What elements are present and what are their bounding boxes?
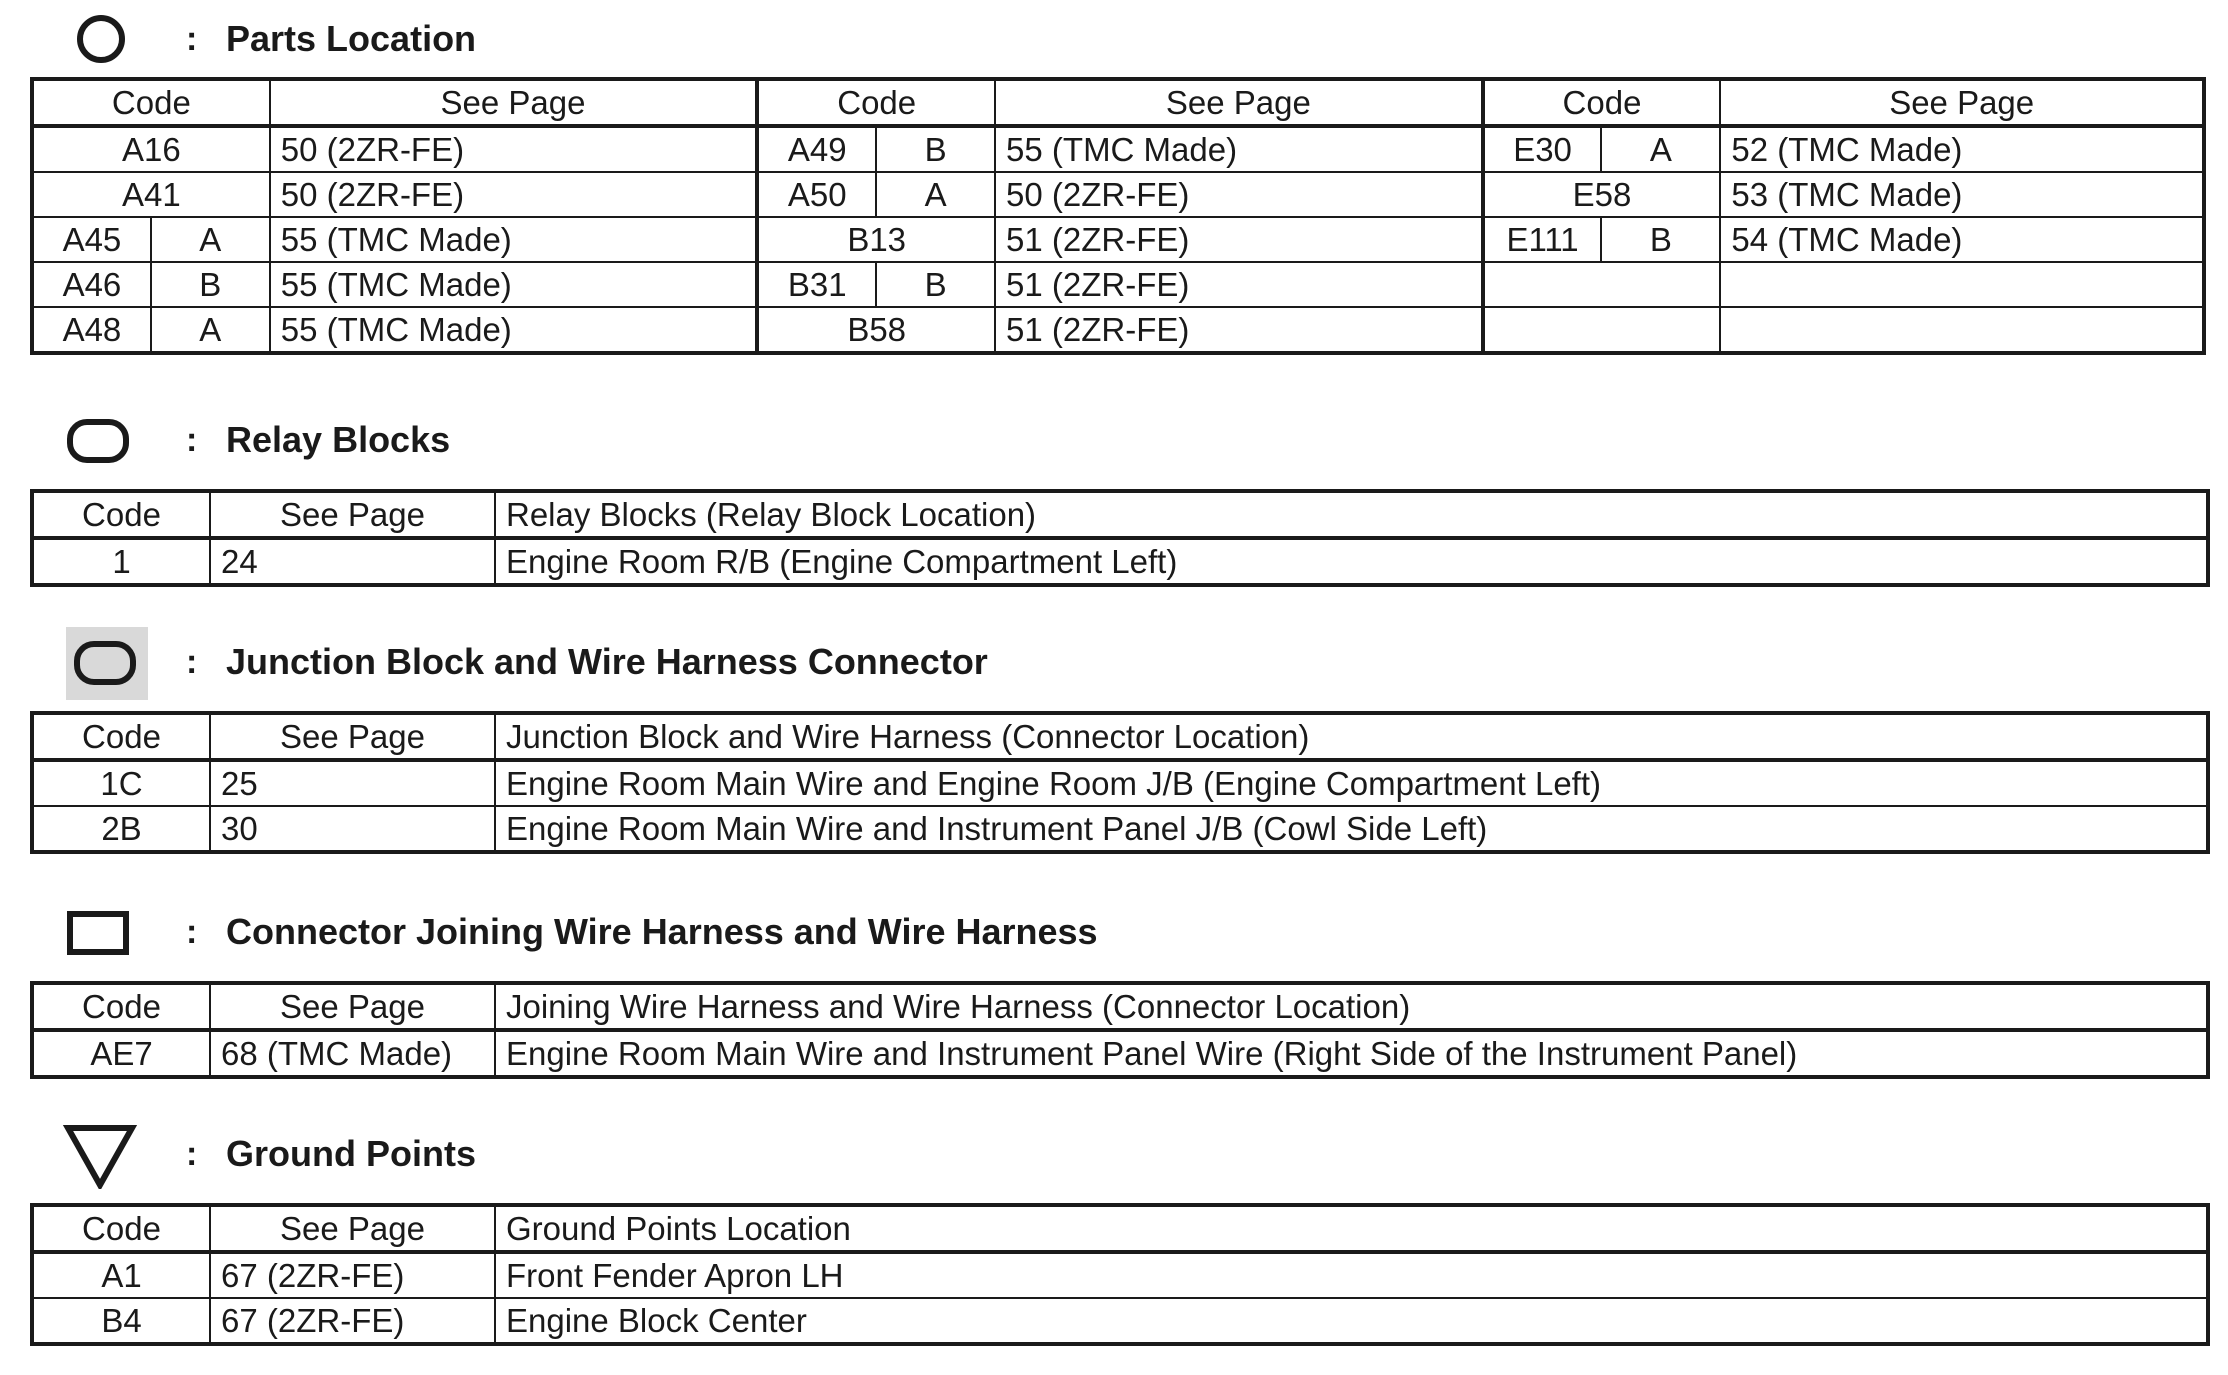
header-see-page: See Page [210,713,495,760]
table-row [32,217,2204,262]
sub-code-cell: B [151,262,270,307]
table-header-row [32,79,2204,126]
table-row [32,172,2204,217]
page-cell: 53 (TMC Made) [1720,172,2204,217]
description-cell: Front Fender Apron LH [495,1252,2208,1298]
code-cell: A46 [32,262,151,307]
code-cell: B58 [757,307,995,353]
rectangle-icon [62,897,140,967]
header-code: Code [32,983,210,1030]
code-cell: A50 [757,172,876,217]
heading-colon: : [186,20,198,58]
page-cell-empty [1720,262,2204,307]
code-cell-empty [1483,307,1721,353]
section-title: Ground Points [226,1133,476,1174]
table-header-row [32,983,2208,1030]
code-cell: A45 [32,217,151,262]
page-cell: 55 (TMC Made) [995,126,1483,172]
page-cell: 24 [210,538,495,585]
junction-block-heading [0,627,2228,697]
page-cell: 55 (TMC Made) [270,262,758,307]
shaded-rounded-rect-icon [62,627,140,697]
page-cell: 68 (TMC Made) [210,1030,495,1077]
header-see-page: See Page [210,491,495,538]
table-row [32,806,2208,852]
rounded-rect-icon [62,405,140,475]
section-title: Connector Joining Wire Harness and Wire Harness [226,911,1098,952]
heading-colon: : [186,421,198,459]
header-description: Ground Points Location [495,1205,2208,1252]
code-cell: AE7 [32,1030,210,1077]
page-cell: 25 [210,760,495,806]
header-description: Junction Block and Wire Harness (Connector Location) [495,713,2208,760]
header-see-page: See Page [995,79,1483,126]
description-cell: Engine Room R/B (Engine Compartment Left) [495,538,2208,585]
connector-joining-heading [0,897,2228,967]
code-cell: 1 [32,538,210,585]
table-row [32,307,2204,353]
table-row [32,1030,2208,1077]
page-cell: 67 (2ZR-FE) [210,1252,495,1298]
page-cell: 54 (TMC Made) [1720,217,2204,262]
relay-blocks-table [30,489,2210,587]
description-cell: Engine Room Main Wire and Engine Room J/B (Engine Compartment Left) [495,760,2208,806]
header-code: Code [32,1205,210,1252]
table-row [32,760,2208,806]
page-cell: 52 (TMC Made) [1720,126,2204,172]
header-see-page: See Page [210,983,495,1030]
header-see-page: See Page [1720,79,2204,126]
page-cell: 55 (TMC Made) [270,307,758,353]
sub-code-cell: A [1601,126,1720,172]
code-cell: A48 [32,307,151,353]
header-description: Joining Wire Harness and Wire Harness (Connector Location) [495,983,2208,1030]
code-cell: B13 [757,217,995,262]
table-row [32,538,2208,585]
sub-code-cell: B [1601,217,1720,262]
junction-block-table [30,711,2210,854]
code-cell: E111 [1483,217,1602,262]
section-title: Junction Block and Wire Harness Connector [226,641,988,682]
sub-code-cell: B [876,126,995,172]
sub-code-cell: A [151,307,270,353]
page-cell: 51 (2ZR-FE) [995,217,1483,262]
header-description: Relay Blocks (Relay Block Location) [495,491,2208,538]
code-cell: 1C [32,760,210,806]
code-cell: A49 [757,126,876,172]
code-cell: A41 [32,172,270,217]
sub-code-cell: A [151,217,270,262]
description-cell: Engine Room Main Wire and Instrument Panel Wire (Right Side of the Instrument Panel) [495,1030,2208,1077]
code-cell: E58 [1483,172,1721,217]
page-cell: 67 (2ZR-FE) [210,1298,495,1344]
table-row [32,1298,2208,1344]
section-title: Relay Blocks [226,419,451,460]
page-cell: 51 (2ZR-FE) [995,307,1483,353]
ground-points-table [30,1203,2210,1346]
header-code: Code [1483,79,1721,126]
ground-points-heading [0,1119,2228,1189]
code-cell: B4 [32,1298,210,1344]
heading-colon: : [186,643,198,681]
page-cell: 51 (2ZR-FE) [995,262,1483,307]
code-cell: A1 [32,1252,210,1298]
triangle-down-icon [62,1119,140,1189]
code-cell: E30 [1483,126,1602,172]
page-cell: 50 (2ZR-FE) [270,172,758,217]
header-code: Code [32,491,210,538]
code-cell: A16 [32,126,270,172]
table-header-row [32,1205,2208,1252]
header-code: Code [757,79,995,126]
code-cell: B31 [757,262,876,307]
code-cell-empty [1483,262,1721,307]
page-cell: 50 (2ZR-FE) [270,126,758,172]
header-code: Code [32,713,210,760]
code-cell: 2B [32,806,210,852]
section-title: Parts Location [226,18,477,59]
table-row [32,262,2204,307]
page-cell: 55 (TMC Made) [270,217,758,262]
header-code: Code [32,79,270,126]
parts-location-table [30,77,2206,355]
relay-blocks-heading [0,405,2228,475]
page-cell-empty [1720,307,2204,353]
table-header-row [32,491,2208,538]
heading-colon: : [186,1135,198,1173]
description-cell: Engine Block Center [495,1298,2208,1344]
sub-code-cell: B [876,262,995,307]
table-header-row [32,713,2208,760]
header-see-page: See Page [270,79,758,126]
page-cell: 30 [210,806,495,852]
circle-icon [62,4,140,74]
description-cell: Engine Room Main Wire and Instrument Panel J/B (Cowl Side Left) [495,806,2208,852]
table-row [32,126,2204,172]
table-row [32,1252,2208,1298]
header-see-page: See Page [210,1205,495,1252]
sub-code-cell: A [876,172,995,217]
connector-joining-table [30,981,2210,1079]
heading-colon: : [186,913,198,951]
parts-location-heading [0,4,2228,74]
page-cell: 50 (2ZR-FE) [995,172,1483,217]
